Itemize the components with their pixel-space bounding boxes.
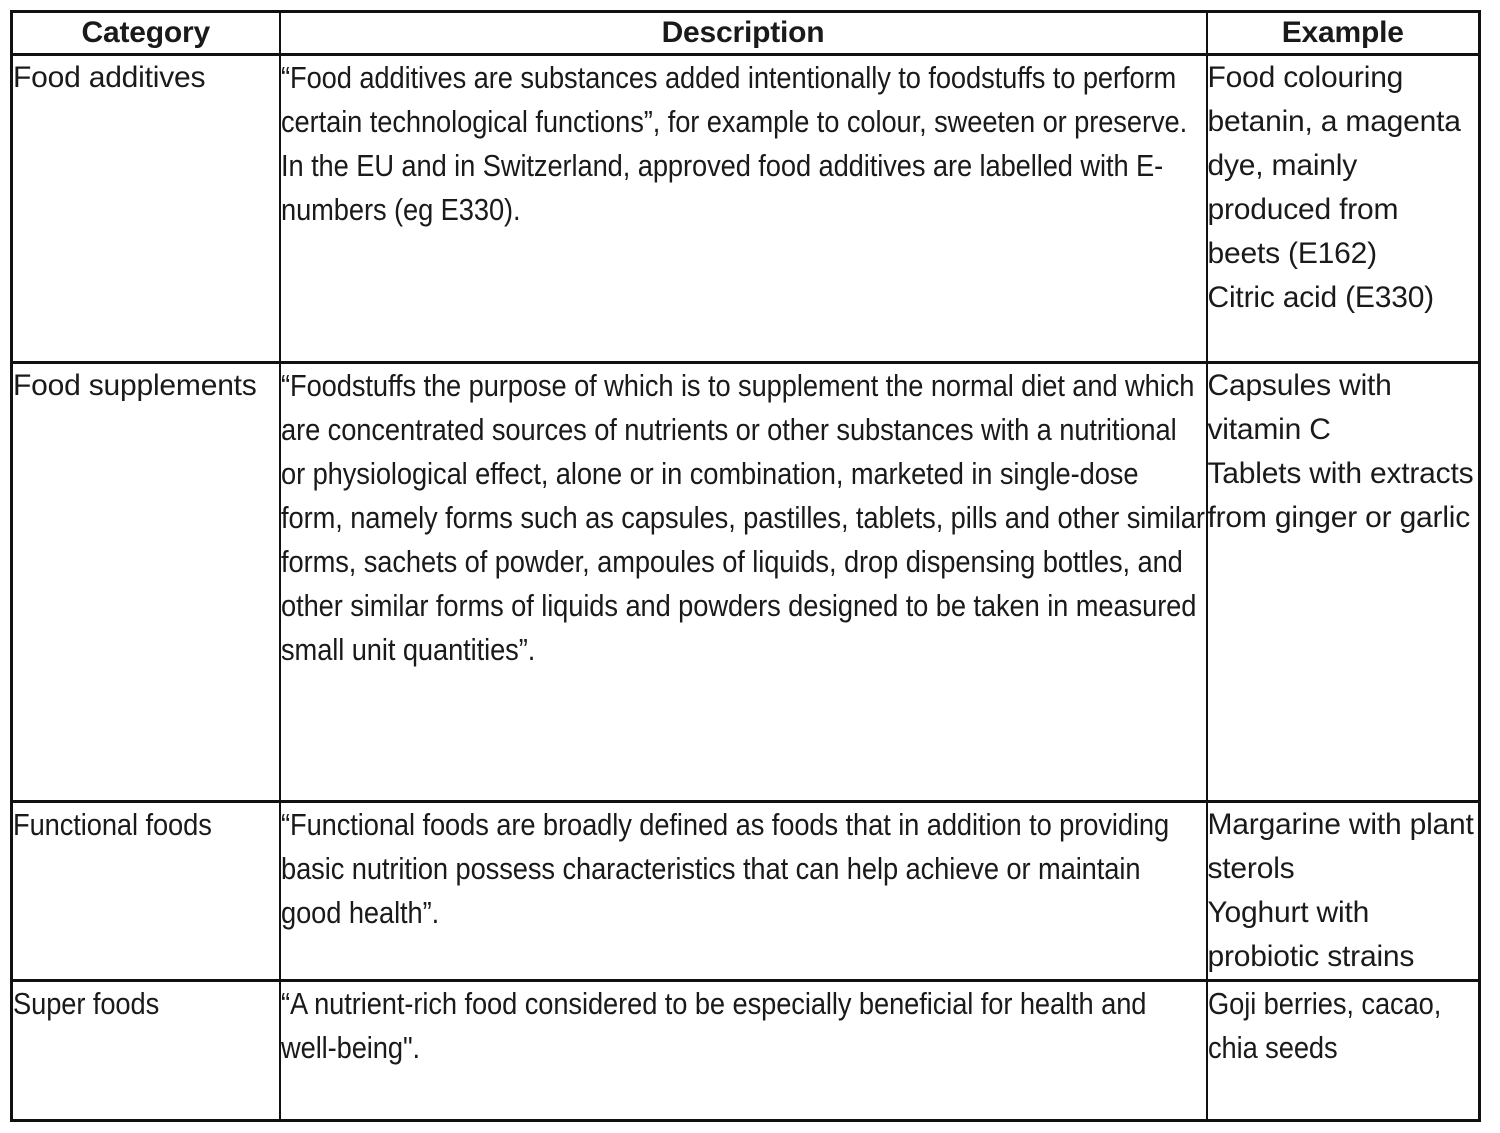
example-line: Capsules with vitamin C	[1207, 369, 1392, 446]
table-row	[12, 55, 1480, 363]
cell-description	[280, 363, 1207, 802]
cell-example	[1207, 55, 1480, 363]
table-row	[12, 802, 1480, 981]
example-line: Yoghurt with probiotic strains	[1207, 896, 1415, 973]
cell-description	[280, 802, 1207, 981]
table-row	[12, 363, 1480, 802]
description-text: “Functional foods are broadly defined as foods that in addition to providing basic nutrition possess characteristics that can help achieve or maintain good health”.	[280, 807, 1169, 930]
column-header-description	[280, 12, 1207, 55]
column-header-example-label: Example	[1281, 16, 1404, 49]
category-label: Food additives	[13, 61, 206, 94]
food-category-table	[10, 10, 1481, 1122]
cell-description	[280, 981, 1207, 1121]
category-label: Super foods	[13, 986, 160, 1021]
cell-example	[1207, 363, 1480, 802]
column-header-example	[1207, 12, 1480, 55]
header-row	[12, 12, 1480, 55]
column-header-description-label: Description	[661, 16, 825, 49]
category-label: Functional foods	[13, 807, 212, 842]
cell-category	[12, 55, 280, 363]
column-header-category-label: Category	[81, 16, 210, 49]
description-text: “Food additives are substances added intentionally to foodstuffs to perform certain technological functions”, for example to colour, sweeten or preserve. In the EU and in Switzerland, approved food additives are labelled with E-numbers (eg E330).	[280, 60, 1187, 227]
cell-example	[1207, 981, 1480, 1121]
example-line: Tablets with extracts from ginger or garlic	[1207, 457, 1474, 534]
example-line: Food colouring betanin, a magenta dye, mainly produced from beets (E162)	[1207, 61, 1461, 270]
example-line: Margarine with plant sterols	[1207, 808, 1474, 885]
example-list	[1208, 803, 1479, 979]
cell-description	[280, 55, 1207, 363]
example-list	[1208, 982, 1478, 1070]
cell-example	[1207, 802, 1480, 981]
description-text: “A nutrient-rich food considered to be especially beneficial for health and well-being".	[280, 986, 1146, 1065]
cell-category	[12, 981, 280, 1121]
example-line: Goji berries, cacao, chia seeds	[1207, 986, 1441, 1065]
table-row	[12, 981, 1480, 1121]
cell-category	[12, 363, 280, 802]
example-list	[1208, 56, 1479, 320]
table-body	[12, 55, 1480, 1121]
example-list	[1208, 364, 1479, 540]
column-header-category	[12, 12, 280, 55]
example-line: Citric acid (E330)	[1207, 281, 1434, 314]
cell-category	[12, 802, 280, 981]
category-label: Food supplements	[13, 369, 257, 402]
description-text: “Foodstuffs the purpose of which is to supplement the normal diet and which are concentrated sources of nutrients or other substances with a nutritional or physiological effect, alone or in combination, marketed in single-dose form, namely forms such as capsules, pastilles, tablets, pills and other similar forms, sachets of powder, ampoules of liquids, drop dispensing bottles, and other similar forms of liquids and powders designed to be taken in measured small unit quantities”.	[280, 368, 1205, 667]
table-header	[12, 12, 1480, 55]
